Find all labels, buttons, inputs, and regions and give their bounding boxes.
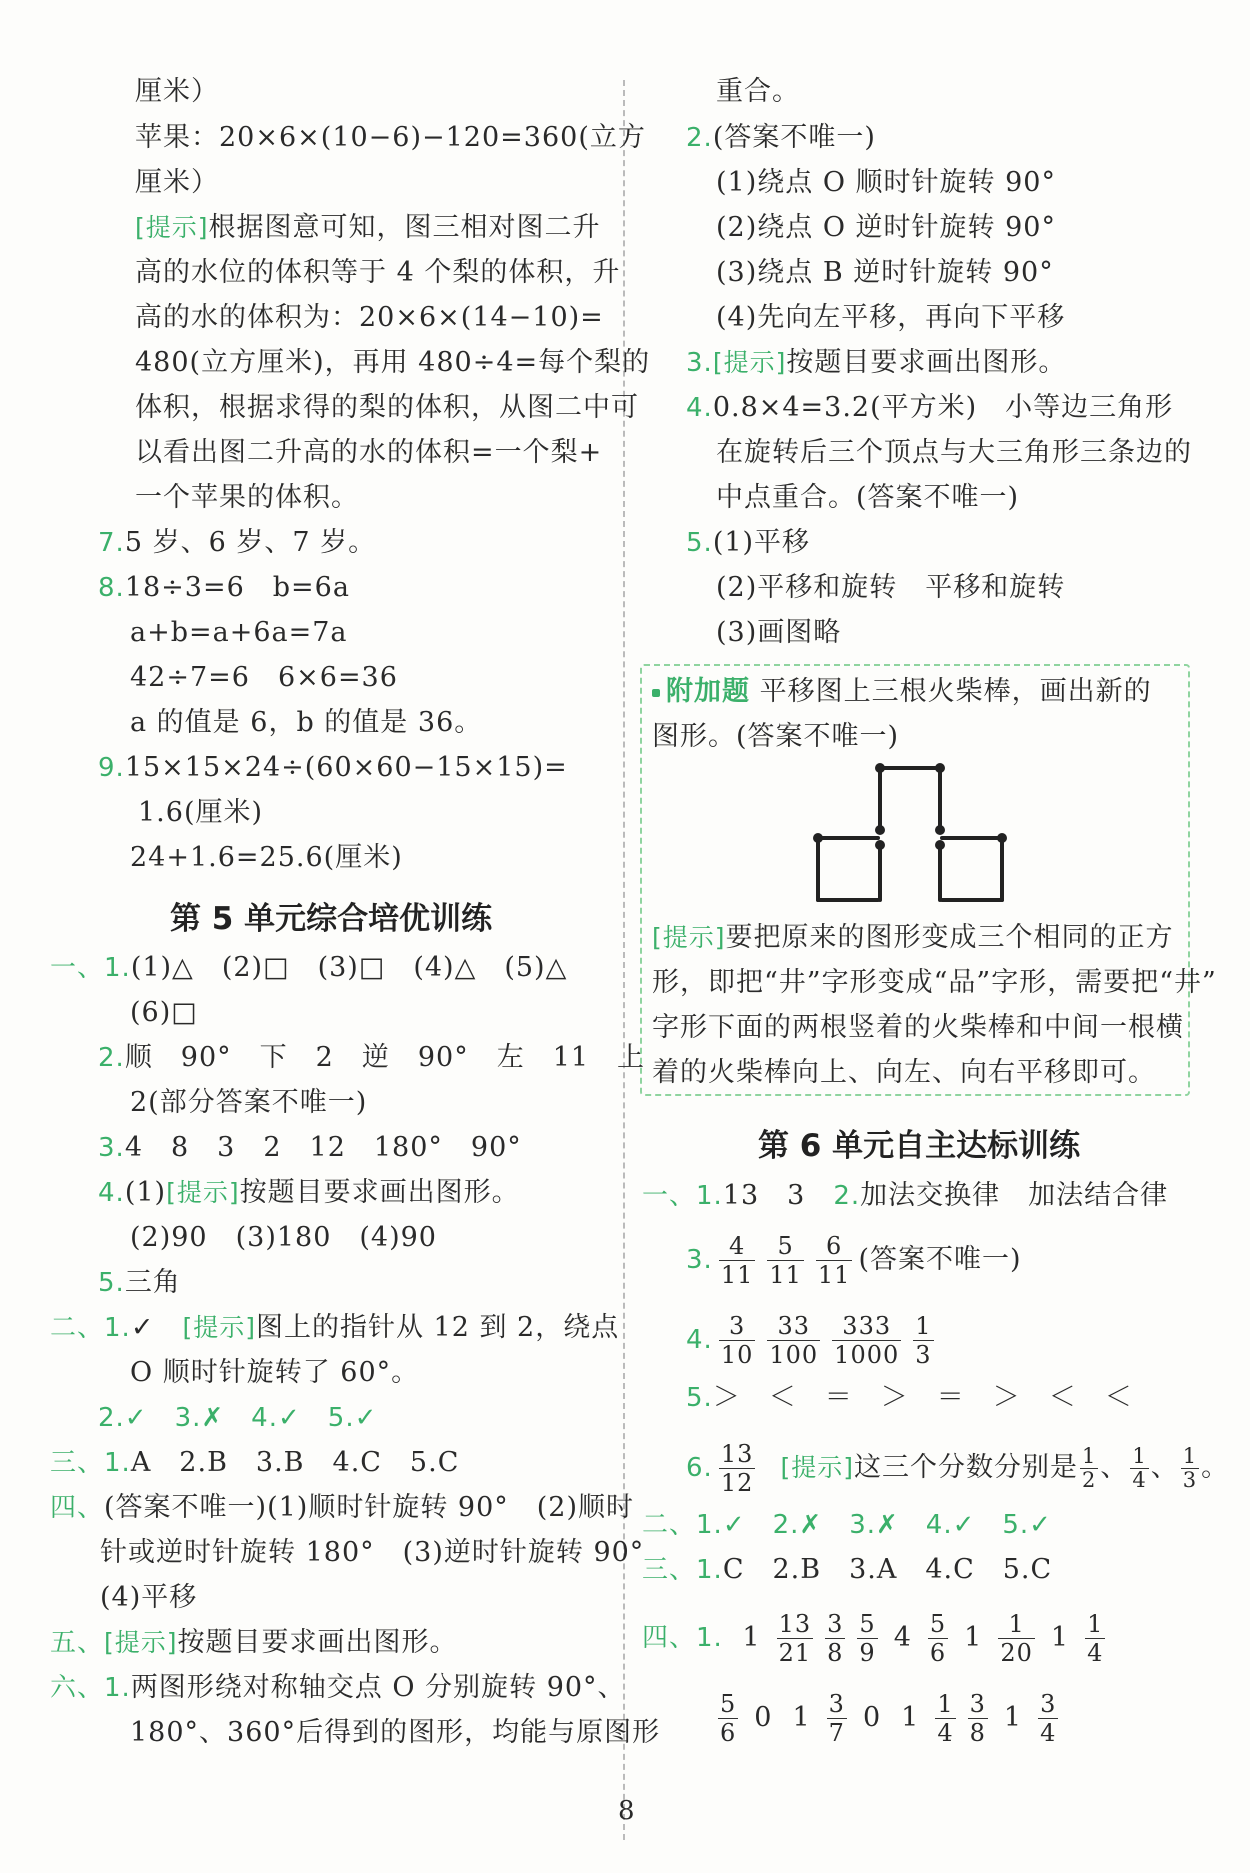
answer-1-5: [686, 1378, 1133, 1418]
question-number: 6.: [686, 1453, 713, 1483]
answer-3: [686, 343, 1066, 383]
number: 0: [862, 1702, 882, 1733]
answer-2-1: [50, 1308, 619, 1348]
answer-2: [686, 118, 876, 158]
fraction: $\frac{5}{6}$: [720, 1690, 737, 1747]
text-line: 高的水的体积为：20×6×(14−10)=: [135, 302, 604, 333]
text: ✓: [130, 1312, 183, 1343]
text-line: 针或逆时针旋转 180° (3)逆时针旋转 90°: [100, 1537, 645, 1568]
text: A 2.B 3.B 4.C 5.C: [130, 1447, 460, 1478]
answers-4-row1: [642, 1610, 1111, 1667]
text: 18÷3=6 b=6a: [124, 572, 350, 603]
text-line: 字形下面的两根竖着的火柴棒和中间一根横: [652, 1012, 1184, 1043]
fraction: $\frac{1}{20}$: [1000, 1610, 1033, 1667]
question-number: 二、1.: [50, 1313, 131, 1343]
text-line: 24+1.6=25.6(厘米): [130, 842, 403, 873]
text-line: 高的水位的体积等于 4 个梨的体积，升: [135, 257, 621, 288]
text: 这三个分数分别是: [854, 1452, 1079, 1483]
question-number: 3.: [686, 1245, 713, 1275]
text-line: 一个苹果的体积。: [135, 482, 359, 513]
matchstick-figure: [790, 760, 1030, 910]
section-heading: 第 6 单元自主达标训练: [758, 1128, 1081, 1164]
question-number: 一、1.: [50, 953, 131, 983]
text: ✓ 2.✗ 3.✗ 4.✓ 5.✓: [722, 1510, 1052, 1540]
fraction: $\frac{1}{3}$: [1182, 1444, 1198, 1492]
text: (1): [124, 1177, 167, 1208]
answers-6: [50, 1668, 626, 1708]
answers-2: [642, 1505, 1052, 1545]
tip-label: [提示]: [780, 1453, 855, 1482]
text-line: 在旋转后三个顶点与大三角形三条边的: [716, 437, 1192, 468]
answers-5: [50, 1623, 458, 1663]
text: 按题目要求画出图形。: [239, 1177, 520, 1208]
text: 顺 90° 下 2 逆 90° 左 11 上: [124, 1042, 646, 1073]
tip-line: [135, 208, 601, 248]
fraction: $\frac{6}{11}$: [817, 1232, 851, 1289]
bullet-square-icon: [652, 689, 660, 697]
question-number: 六、1.: [50, 1673, 131, 1703]
tip-label: [提示]: [652, 923, 726, 952]
answer-7: [98, 523, 376, 563]
fraction: $\frac{5}{6}$: [929, 1610, 947, 1667]
answers-2-rest: 2.✓ 3.✗ 4.✓ 5.✓: [98, 1403, 378, 1433]
fraction: $\frac{5}{9}$: [859, 1610, 876, 1667]
question-number: 三、1.: [50, 1448, 131, 1478]
fraction-group: [713, 1440, 762, 1497]
text-line: 苹果：20×6×(10−6)−120=360(立方: [135, 122, 646, 153]
question-number: 一、1.: [642, 1181, 723, 1211]
number: 1: [1003, 1702, 1023, 1733]
text-line: 480(立方厘米)，再用 480÷4=每个梨的: [135, 347, 651, 378]
tip-label: [提示]: [166, 1178, 240, 1207]
answer-1-4: [98, 1173, 520, 1213]
bonus-tip: [652, 918, 1174, 958]
answer-1-3: [686, 1232, 1022, 1289]
text: 平移图上三根火柴棒，画出新的: [759, 676, 1152, 707]
fraction-group: [713, 1232, 859, 1289]
fraction: $\frac{13}{21}$: [778, 1610, 812, 1667]
question-number: 5.: [98, 1268, 125, 1298]
fraction: $\frac{13}{12}$: [720, 1440, 754, 1497]
text-line: (6)□: [130, 997, 198, 1028]
question-number: 三、1.: [642, 1555, 723, 1585]
text-line: 形，即把“井”字形变成“品”字形，需要把“井”: [652, 967, 1217, 998]
text-line: 重合。: [716, 76, 800, 107]
question-number: 四、: [50, 1493, 105, 1523]
answer-1-6: 6. $\frac{13}{12}$ [提示]这三个分数分别是 $\frac{1}{2}$ 、 $\frac{1}{4}$ 、 $\frac{1}{3}$ 。: [686, 1440, 1230, 1497]
text: 图上的指针从 12 到 2，绕点: [255, 1312, 620, 1343]
text: 15×15×24÷(60×60−15×15)=: [124, 752, 568, 783]
answers-3: [50, 1443, 459, 1483]
fraction: $\frac{1}{4}$: [1087, 1610, 1104, 1667]
question-number: 2.: [98, 1043, 125, 1073]
fraction: $\frac{3}{10}$: [720, 1312, 754, 1369]
text: 两图形绕对称轴交点 O 分别旋转 90°、: [130, 1672, 626, 1703]
text-line: 中点重合。(答案不唯一): [716, 482, 1020, 513]
number: 1: [1050, 1622, 1070, 1653]
bonus-question: [652, 672, 1152, 712]
text: 13 3: [722, 1180, 834, 1211]
text-line: 着的火柴棒向上、向左、向右平移即可。: [652, 1057, 1156, 1088]
tip-label: [提示]: [182, 1313, 256, 1342]
text: 0.8×4=3.2(平方米) 小等边三角形: [712, 392, 1174, 423]
bonus-label: 附加题: [666, 676, 750, 707]
text-line: (3)绕点 B 逆时针旋转 90°: [716, 257, 1054, 288]
fraction-group: $\frac{1}{2}$ 、 $\frac{1}{4}$ 、 $\frac{1}{3}$: [1082, 1444, 1198, 1492]
number: 0: [754, 1702, 773, 1733]
text-line: (1)绕点 O 顺时针旋转 90°: [716, 167, 1056, 198]
text: (1)△ (2)□ (3)□ (4)△ (5)△: [130, 952, 568, 983]
number: 1: [742, 1622, 761, 1653]
fraction: $\frac{3}{4}$: [1040, 1690, 1057, 1747]
text: 5 岁、6 岁、7 岁。: [124, 527, 377, 558]
fraction: $\frac{33}{100}$: [769, 1312, 819, 1369]
question-number: 4.: [98, 1178, 125, 1208]
text: 加法交换律 加法结合律: [860, 1180, 1169, 1211]
fraction: $\frac{3}{8}$: [827, 1610, 844, 1667]
text-line: a+b=a+6a=7a: [130, 617, 348, 648]
answer-5: [686, 523, 810, 563]
text-line: (2)平移和旋转 平移和旋转: [716, 572, 1066, 603]
text: (答案不唯一): [712, 122, 876, 153]
number: 1: [901, 1702, 920, 1733]
text-line: 图形。(答案不唯一): [652, 721, 900, 752]
text: 按题目要求画出图形。: [177, 1627, 458, 1658]
text: 三角: [124, 1267, 181, 1298]
text-line: (2)绕点 O 逆时针旋转 90°: [716, 212, 1056, 243]
section-heading: 第 5 单元综合培优训练: [170, 901, 493, 937]
answers-3: [642, 1550, 1052, 1590]
fraction: $\frac{3}{8}$: [969, 1690, 986, 1747]
tip-label: [提示]: [135, 213, 209, 242]
text: 按题目要求画出图形。: [786, 347, 1067, 378]
question-number: 7.: [98, 528, 125, 558]
fraction-group: [713, 1312, 940, 1369]
fraction: $\frac{1}{3}$: [915, 1312, 932, 1369]
answer-1-5: [98, 1263, 181, 1303]
text-line: 42÷7=6 6×6=36: [130, 662, 398, 693]
question-number: 4.: [686, 393, 713, 423]
number: 4: [893, 1622, 912, 1653]
tip-label: [提示]: [104, 1628, 178, 1657]
text: (答案不唯一): [858, 1244, 1022, 1275]
page-number: 8: [618, 1796, 635, 1826]
answer-1-1: [50, 948, 567, 988]
question-number: 2.: [686, 123, 713, 153]
fraction: $\frac{5}{11}$: [769, 1232, 802, 1289]
question-number: 8.: [98, 573, 125, 603]
answers-4-row2: [712, 1690, 1064, 1747]
text: 4 8 3 2 12 180° 90°: [124, 1132, 522, 1163]
question-number: 3.: [98, 1133, 125, 1163]
question-number: 五、: [50, 1628, 105, 1658]
answer-9: [98, 748, 568, 788]
text: 根据图意可知，图三相对图二升: [208, 212, 601, 243]
answer-1-2: [98, 1038, 645, 1078]
question-number: 4.: [686, 1325, 713, 1355]
fraction: $\frac{1}{2}$: [1082, 1444, 1097, 1492]
fraction-group: [732, 1610, 1111, 1667]
question-number: 二、1.: [642, 1510, 723, 1540]
text-line: (2)90 (3)180 (4)90: [130, 1222, 437, 1253]
answers-1: [642, 1176, 1168, 1216]
text: ＞ ＜ ＝ ＞ ＝ ＞ ＜ ＜: [712, 1382, 1133, 1413]
fraction: $\frac{1}{4}$: [1132, 1444, 1147, 1492]
text: (1)平移: [712, 527, 811, 558]
answer-1-3: [98, 1128, 522, 1168]
fraction: $\frac{4}{11}$: [720, 1232, 754, 1289]
number: 1: [964, 1622, 983, 1653]
fraction: $\frac{1}{4}$: [937, 1690, 954, 1747]
text-line: O 顺时针旋转了 60°。: [130, 1357, 420, 1388]
text-line: 以看出图二升高的水的体积=一个梨+: [135, 437, 603, 468]
question-number: 5.: [686, 1383, 713, 1413]
answer-8: [98, 568, 350, 608]
text: C 2.B 3.A 4.C 5.C: [722, 1554, 1053, 1585]
fraction: $\frac{3}{7}$: [828, 1690, 845, 1747]
tip-label: [提示]: [712, 348, 787, 377]
text-line: 1.6(厘米): [138, 797, 264, 828]
answers-4: [50, 1488, 634, 1528]
question-number: 四、1.: [642, 1623, 723, 1653]
fraction: $\frac{333}{1000}$: [834, 1312, 900, 1369]
text-line: a 的值是 6，b 的值是 36。: [130, 707, 483, 738]
text-line: 180°、360°后得到的图形，均能与原图形: [130, 1717, 661, 1748]
text-line: 厘米）: [135, 76, 219, 107]
text-line: 厘米）: [135, 167, 219, 198]
text: 要把原来的图形变成三个相同的正方: [725, 922, 1174, 953]
text-line: (3)画图略: [716, 617, 842, 648]
text-line: (4)平移: [100, 1582, 198, 1613]
number: 1: [792, 1702, 811, 1733]
text-line: 2(部分答案不唯一): [130, 1087, 368, 1118]
text-line: (4)先向左平移，再向下平移: [716, 302, 1066, 333]
answer-4: [686, 388, 1173, 428]
question-number: 2.: [833, 1181, 861, 1211]
question-number: 3.: [686, 348, 713, 378]
answer-1-4: [686, 1312, 940, 1369]
text: (答案不唯一)(1)顺时针旋转 90° (2)顺时: [104, 1492, 635, 1523]
question-number: 9.: [98, 753, 125, 783]
fraction-group: [712, 1690, 1064, 1747]
question-number: 5.: [686, 528, 713, 558]
text-line: 体积，根据求得的梨的体积，从图二中可: [135, 392, 639, 423]
